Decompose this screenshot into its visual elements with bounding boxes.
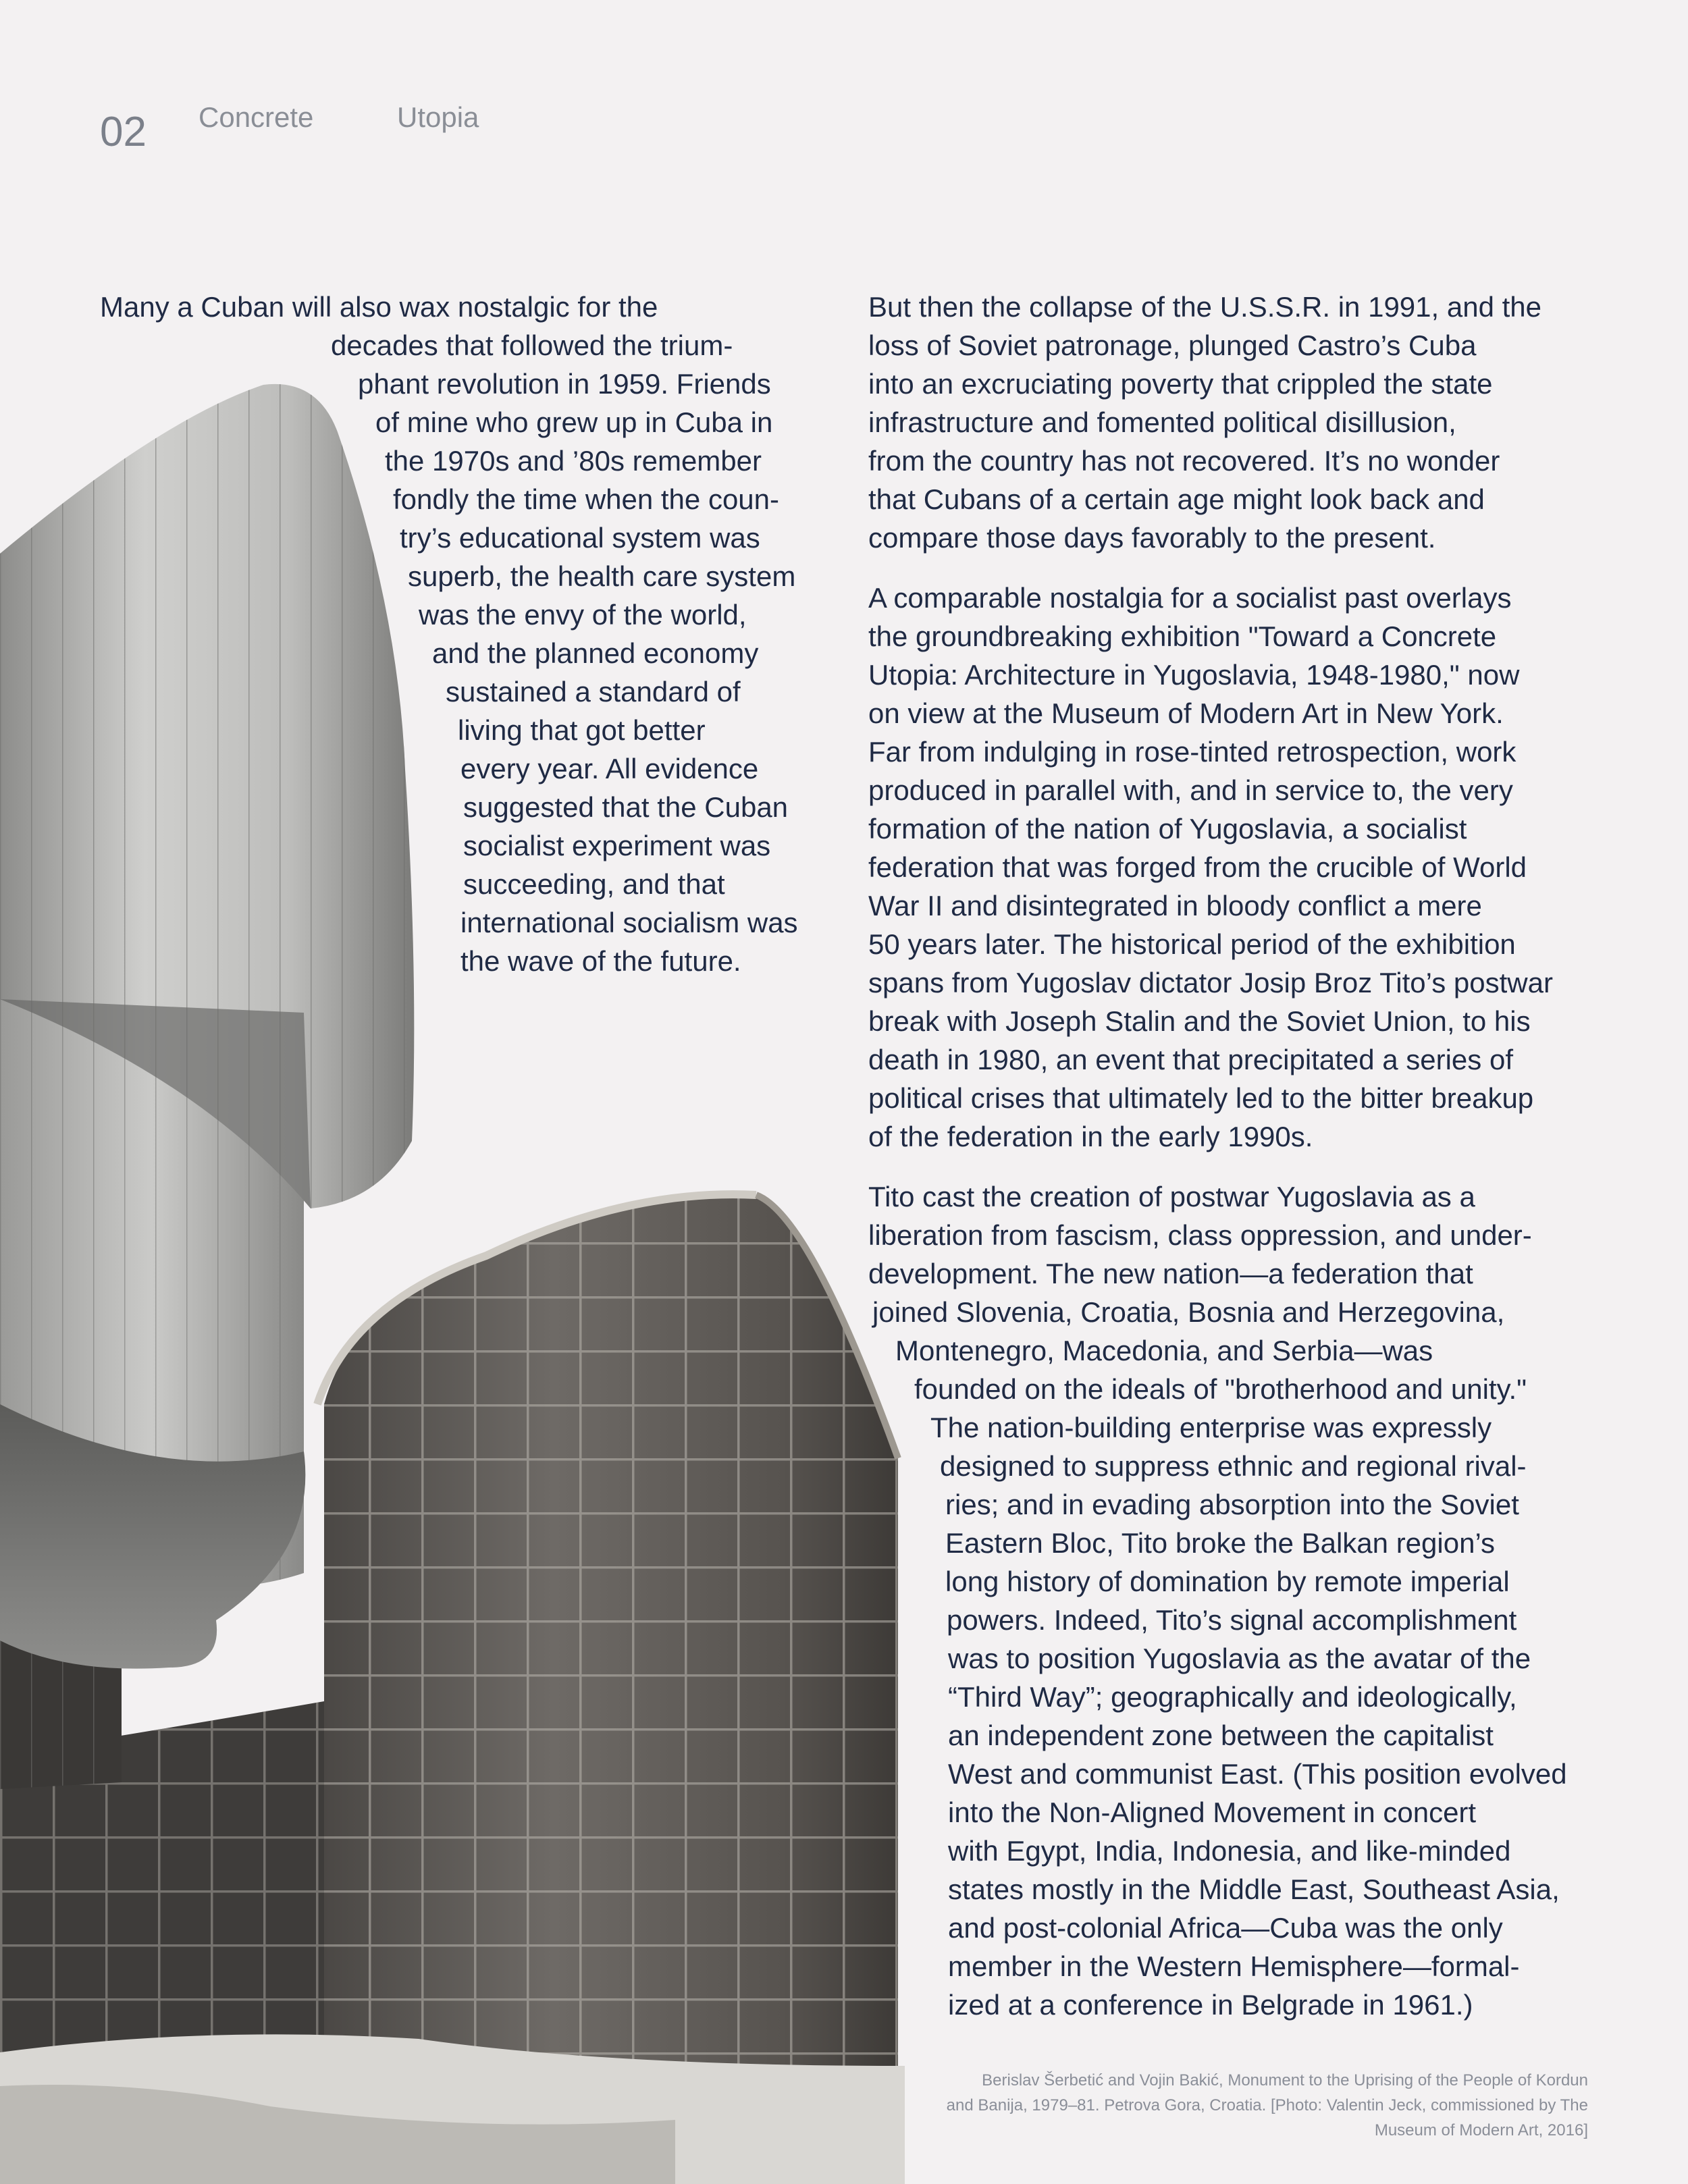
right-line: Eastern Bloc, Tito broke the Balkan region’s: [945, 1527, 1496, 1559]
left-line: and the planned economy: [432, 637, 759, 669]
right-line: states mostly in the Middle East, Southeast Asia,: [948, 1873, 1560, 1905]
right-line: the groundbreaking exhibition "Toward a Concrete: [868, 620, 1497, 652]
right-line: of the federation in the early 1990s.: [868, 1121, 1313, 1152]
right-line: with Egypt, India, Indonesia, and like-minded: [948, 1835, 1511, 1867]
running-title-word-2: Utopia: [397, 101, 479, 133]
right-line: 50 years later. The historical period of the exhibition: [868, 928, 1516, 960]
right-line: Utopia: Architecture in Yugoslavia, 1948-1980," now: [868, 659, 1520, 691]
right-line: death in 1980, an event that precipitated a series of: [868, 1044, 1513, 1075]
right-line: compare those days favorably to the present.: [868, 522, 1436, 554]
right-line: federation that was forged from the crucible of World: [868, 851, 1527, 883]
right-line: break with Joseph Stalin and the Soviet Union, to his: [868, 1005, 1531, 1037]
left-line: socialist experiment was: [463, 830, 771, 861]
left-line: try’s educational system was: [400, 522, 760, 554]
left-line: every year. All evidence: [460, 753, 759, 784]
left-line: decades that followed the trium-: [331, 329, 733, 361]
right-line: loss of Soviet patronage, plunged Castro’s Cuba: [868, 329, 1477, 361]
caption-line: Berislav Šerbetić and Vojin Bakić, Monument to the Uprising of the People of Kordun: [982, 2071, 1588, 2089]
left-line: superb, the health care system: [408, 560, 796, 592]
right-line: War II and disintegrated in bloody conflict a mere: [868, 890, 1482, 922]
right-line: political crises that ultimately led to the bitter breakup: [868, 1082, 1534, 1114]
right-line: and post-colonial Africa—Cuba was the only: [948, 1912, 1503, 1944]
right-line: The nation-building enterprise was expressly: [930, 1412, 1492, 1443]
page-number: 02: [100, 109, 147, 155]
right-line: But then the collapse of the U.S.S.R. in 1991, and the: [868, 291, 1541, 323]
left-line: was the envy of the world,: [419, 599, 747, 631]
right-line: spans from Yugoslav dictator Josip Broz Tito’s postwar: [868, 967, 1553, 998]
right-line: from the country has not recovered. It’s no wonder: [868, 445, 1500, 477]
left-line: phant revolution in 1959. Friends: [358, 368, 771, 400]
right-line: on view at the Museum of Modern Art in New York.: [868, 697, 1504, 729]
right-line: founded on the ideals of "brotherhood and unity.": [914, 1373, 1527, 1405]
right-line: into the Non-Aligned Movement in concert: [948, 1796, 1477, 1828]
right-line: designed to suppress ethnic and regional rival-: [940, 1450, 1527, 1482]
left-line: living that got better: [458, 714, 706, 746]
right-line: ries; and in evading absorption into the Soviet: [945, 1489, 1519, 1520]
right-line: joined Slovenia, Croatia, Bosnia and Herzegovina,: [872, 1296, 1505, 1328]
left-line: the 1970s and ’80s remember: [385, 445, 762, 477]
right-line: ized at a conference in Belgrade in 1961.): [948, 1989, 1473, 2021]
right-line: A comparable nostalgia for a socialist past overlays: [868, 582, 1512, 614]
left-line: suggested that the Cuban: [463, 791, 789, 823]
right-line: was to position Yugoslavia as the avatar of the: [948, 1643, 1531, 1674]
right-line: member in the Western Hemisphere—formal-: [948, 1950, 1520, 1982]
right-line: an independent zone between the capitalist: [948, 1720, 1494, 1751]
left-line: the wave of the future.: [460, 945, 741, 977]
right-line: long history of domination by remote imperial: [945, 1566, 1510, 1597]
right-line: produced in parallel with, and in service to, the very: [868, 774, 1513, 806]
right-line: Tito cast the creation of postwar Yugoslavia as a: [868, 1181, 1475, 1213]
right-line: formation of the nation of Yugoslavia, a socialist: [868, 813, 1467, 845]
right-line: Far from indulging in rose-tinted retrospection, work: [868, 736, 1516, 768]
right-line: that Cubans of a certain age might look back and: [868, 483, 1485, 515]
left-line: sustained a standard of: [446, 676, 741, 708]
right-line: powers. Indeed, Tito’s signal accomplishment: [947, 1604, 1517, 1636]
running-title-word-1: Concrete: [199, 101, 314, 133]
left-line: succeeding, and that: [463, 868, 725, 900]
left-line: Many a Cuban will also wax nostalgic for the: [100, 291, 658, 323]
right-line: West and communist East. (This position evolved: [948, 1758, 1567, 1790]
left-line: fondly the time when the coun-: [393, 483, 780, 515]
photo-caption: [886, 2068, 1588, 2143]
left-line: international socialism was: [460, 907, 798, 938]
left-line: of mine who grew up in Cuba in: [375, 406, 773, 438]
right-line: into an excruciating poverty that crippled the state: [868, 368, 1493, 400]
caption-line: and Banija, 1979–81. Petrova Gora, Croatia. [Photo: Valentin Jeck, commissioned by The: [946, 2096, 1588, 2114]
right-line: Montenegro, Macedonia, and Serbia—was: [895, 1335, 1433, 1366]
right-line: “Third Way”; geographically and ideologically,: [948, 1681, 1517, 1713]
right-line: development. The new nation—a federation that: [868, 1258, 1473, 1289]
right-line: liberation from fascism, class oppression, and under-: [868, 1219, 1532, 1251]
caption-line: Museum of Modern Art, 2016]: [1374, 2121, 1588, 2139]
right-line: infrastructure and fomented political disillusion,: [868, 406, 1456, 438]
